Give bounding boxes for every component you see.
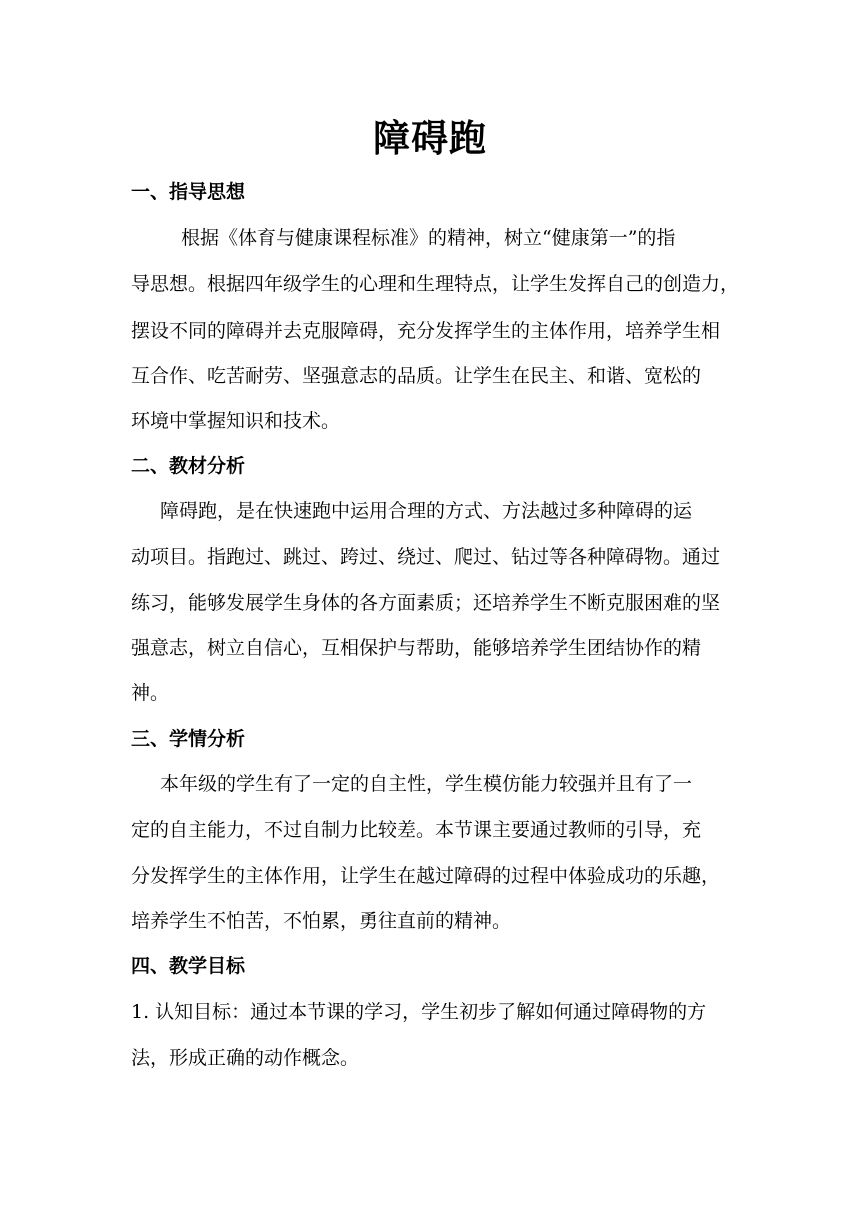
paragraph-line: 本年级的学生有了一定的自主性，学生模仿能力较强并且有了一 [160, 773, 693, 795]
paragraph-line: 定的自主能力，不过自制力比较差。本节课主要通过教师的引导，充 [131, 819, 702, 841]
paragraph-line: 互合作、吃苦耐劳、坚强意志的品质。让学生在民主、和谐、宽松的 [131, 365, 702, 387]
section-heading-teaching-objectives: 四、教学目标 [131, 955, 246, 977]
section-heading-learner-analysis: 三、学情分析 [131, 728, 246, 750]
paragraph-line: 环境中掌握知识和技术。 [131, 410, 341, 432]
paragraph-line: 障碍跑，是在快速跑中运用合理的方式、方法越过多种障碍的运 [160, 500, 693, 522]
paragraph-line: 法，形成正确的动作概念。 [131, 1047, 360, 1069]
paragraph-line: 导思想。根据四年级学生的心理和生理特点，让学生发挥自己的创造力， [131, 273, 740, 295]
section-heading-guiding-ideology: 一、指导思想 [131, 181, 246, 203]
section-heading-material-analysis: 二、教材分析 [131, 455, 246, 477]
paragraph-line: 根据《体育与健康课程标准》的精神，树立“健康第一”的指 [181, 227, 676, 249]
paragraph-line: 练习，能够发展学生身体的各方面素质；还培养学生不断克服困难的坚 [131, 592, 721, 614]
paragraph-line: 神。 [131, 682, 170, 704]
paragraph-line: 1. 认知目标：通过本节课的学习，学生初步了解如何通过障碍物的方 [131, 1001, 707, 1023]
paragraph-line: 动项目。指跑过、跳过、跨过、绕过、爬过、钻过等各种障碍物。通过 [131, 546, 721, 568]
document-title: 障碍跑 [373, 116, 487, 160]
paragraph-line: 分发挥学生的主体作用，让学生在越过障碍的过程中体验成功的乐趣， [131, 865, 721, 887]
paragraph-line: 摆设不同的障碍并去克服障碍，充分发挥学生的主体作用，培养学生相 [131, 320, 721, 342]
paragraph-line: 强意志，树立自信心，互相保护与帮助，能够培养学生团结协作的精 [131, 637, 702, 659]
paragraph-line: 培养学生不怕苦，不怕累，勇往直前的精神。 [131, 910, 512, 932]
